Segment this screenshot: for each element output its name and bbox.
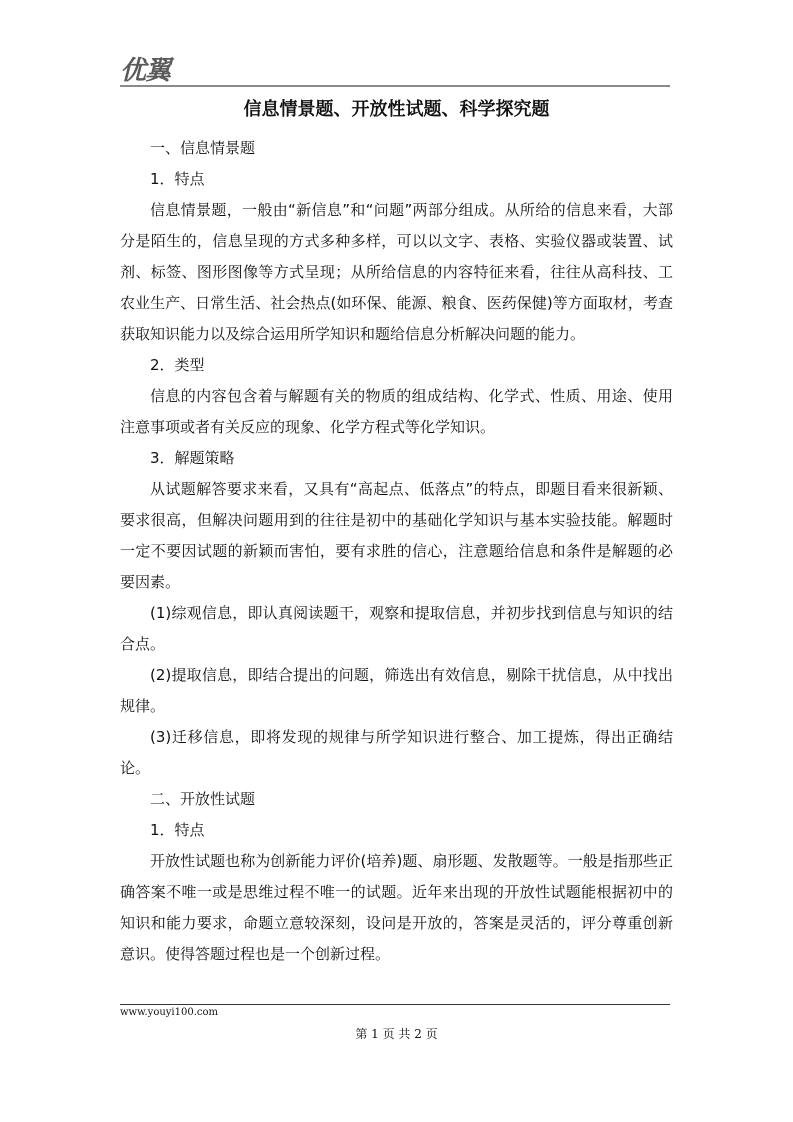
body-paragraph: 从试题解答要求来看，又具有“高起点、低落点”的特点，即题目看来很新颖、要求很高，但解决问题用到的往往是初中的基础化学知识与基本实验技能。解题时一定不要因试题的新颖而害怕，要有求胜的信心，注意题给信息和条件是解题的必要因素。 [120, 480, 673, 591]
body-paragraph: 开放性试题也称为创新能力评价(培养)题、扇形题、发散题等。一般是指那些正确答案不唯一或是思维过程不唯一的试题。近年来出现的开放性试题能根据初中的知识和能力要求，命题立意较深刻，设问是开放的，答案是灵活的，评分尊重创新意识。使得答题过程也是一个创新过程。 [120, 852, 673, 963]
page-number: 第 1 页 共 2 页 [355, 1027, 438, 1041]
subsection-heading: 2．类型 [150, 356, 205, 374]
footer-divider [120, 1004, 670, 1005]
subsection-heading: 1．特点 [150, 170, 205, 188]
document-title: 信息情景题、开放性试题、科学探究题 [243, 99, 550, 120]
body-paragraph: (3)迁移信息，即将发现的规律与所学知识进行整合、加工提炼，得出正确结论。 [120, 728, 673, 777]
footer-url: www.youyi100.com [120, 1007, 218, 1018]
brand-logo: 优翼 [120, 56, 171, 86]
body-paragraph: (2)提取信息，即结合提出的问题，筛选出有效信息，剔除干扰信息，从中找出规律。 [120, 666, 673, 715]
body-paragraph: 信息的内容包含着与解题有关的物质的组成结构、化学式、性质、用途、使用注意事项或者有关反应的现象、化学方程式等化学知识。 [120, 387, 673, 436]
body-paragraph: 信息情景题，一般由“新信息”和“问题”两部分组成。从所给的信息来看，大部分是陌生的，信息呈现的方式多种多样，可以以文字、表格、实验仪器或装置、试剂、标签、图形图像等方式呈现；从所给信息的内容特征来看，往往从高科技、工农业生产、日常生活、社会热点(如环保、能源、粮食、医药保健)等方面取材，考查获取知识能力以及综合运用所学知识和题给信息分析解决问题的能力。 [120, 201, 673, 343]
header-divider [120, 85, 670, 87]
document-body [120, 133, 673, 970]
subsection-heading: 3．解题策略 [150, 449, 235, 467]
body-paragraph: (1)综观信息，即认真阅读题干，观察和提取信息，并初步找到信息与知识的结合点。 [120, 604, 673, 653]
section-heading: 一、信息情景题 [150, 139, 256, 157]
section-heading: 二、开放性试题 [150, 790, 256, 808]
subsection-heading: 1．特点 [150, 821, 205, 839]
